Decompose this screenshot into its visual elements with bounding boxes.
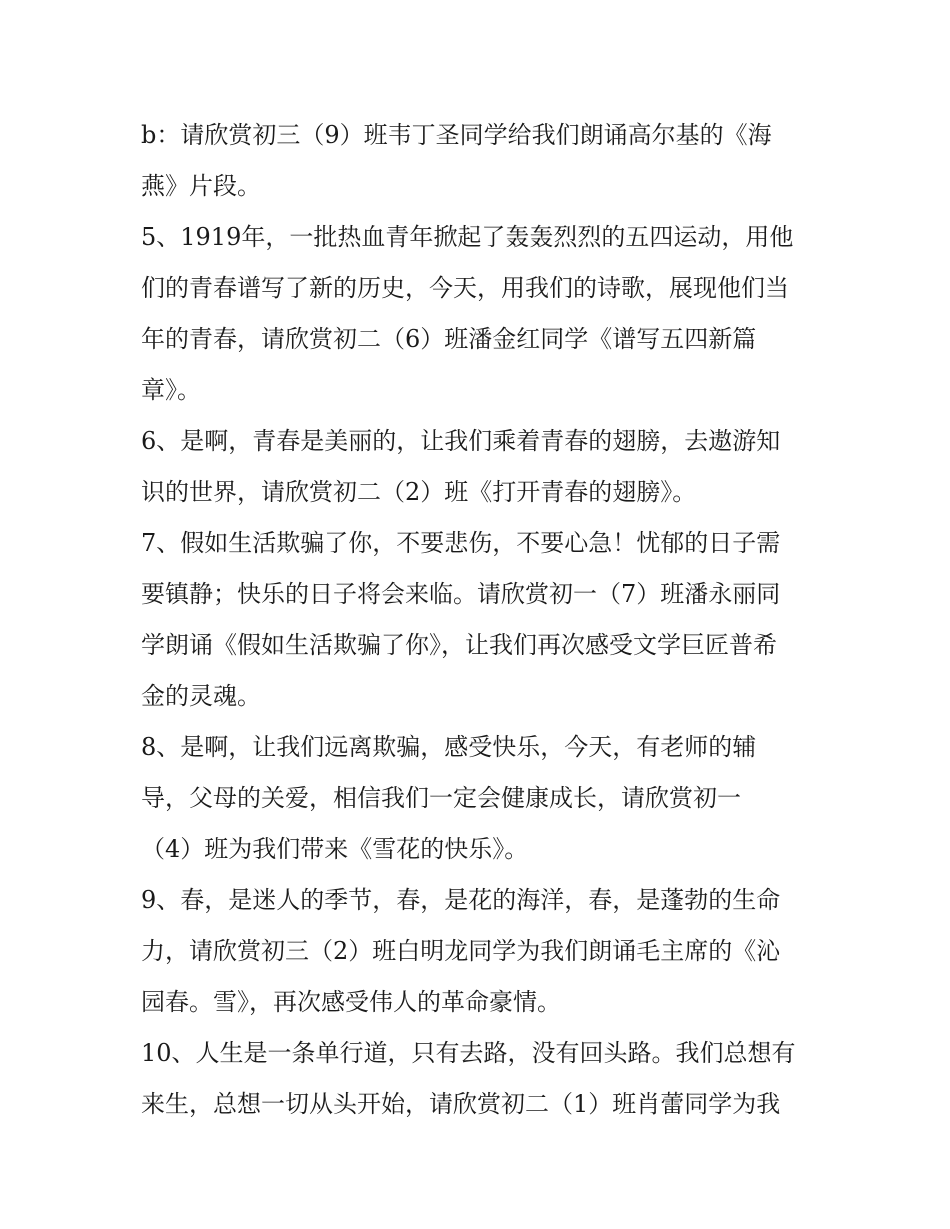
- text-line: 年的青春，请欣赏初二（6）班潘金红同学《谱写五四新篇: [141, 325, 757, 353]
- text-line: 5、1919年，一批热血青年掀起了轰轰烈烈的五四运动，用他: [141, 223, 794, 251]
- text-line: 金的灵魂。: [141, 682, 261, 710]
- text-line: 7、假如生活欺骗了你，不要悲伤，不要心急！忧郁的日子需: [141, 529, 781, 557]
- text-line: 力，请欣赏初三（2）班白明龙同学为我们朗诵毛主席的《沁: [141, 937, 781, 965]
- text-line: 10、人生是一条单行道，只有去路，没有回头路。我们总想有: [141, 1039, 796, 1067]
- text-line: 要镇静；快乐的日子将会来临。请欣赏初一（7）班潘永丽同: [141, 580, 781, 608]
- document-body: [141, 110, 821, 1130]
- text-line: （4）班为我们带来《雪花的快乐》。: [141, 835, 529, 863]
- text-line: 学朗诵《假如生活欺骗了你》，让我们再次感受文学巨匠普希: [141, 631, 777, 659]
- text-line: 8、是啊，让我们远离欺骗，感受快乐，今天，有老师的辅: [141, 733, 757, 761]
- text-line: 6、是啊，青春是美丽的，让我们乘着青春的翅膀，去遨游知: [141, 427, 781, 455]
- text-line: 导，父母的关爱，相信我们一定会健康成长，请欣赏初一: [141, 784, 741, 812]
- text-line: 燕》片段。: [141, 172, 261, 200]
- text-line: 们的青春谱写了新的历史，今天，用我们的诗歌，展现他们当: [141, 274, 789, 302]
- text-line: 识的世界，请欣赏初二（2）班《打开青春的翅膀》。: [141, 478, 697, 506]
- text-line: 章》。: [141, 376, 201, 404]
- text-line: 9、春，是迷人的季节，春，是花的海洋，春，是蓬勃的生命: [141, 886, 781, 914]
- text-line: 园春。雪》，再次感受伟人的革命豪情。: [141, 988, 561, 1016]
- text-line: 来生，总想一切从头开始，请欣赏初二（1）班肖蕾同学为我: [141, 1090, 781, 1118]
- text-line: b：请欣赏初三（9）班韦丁圣同学给我们朗诵高尔基的《海: [141, 121, 772, 149]
